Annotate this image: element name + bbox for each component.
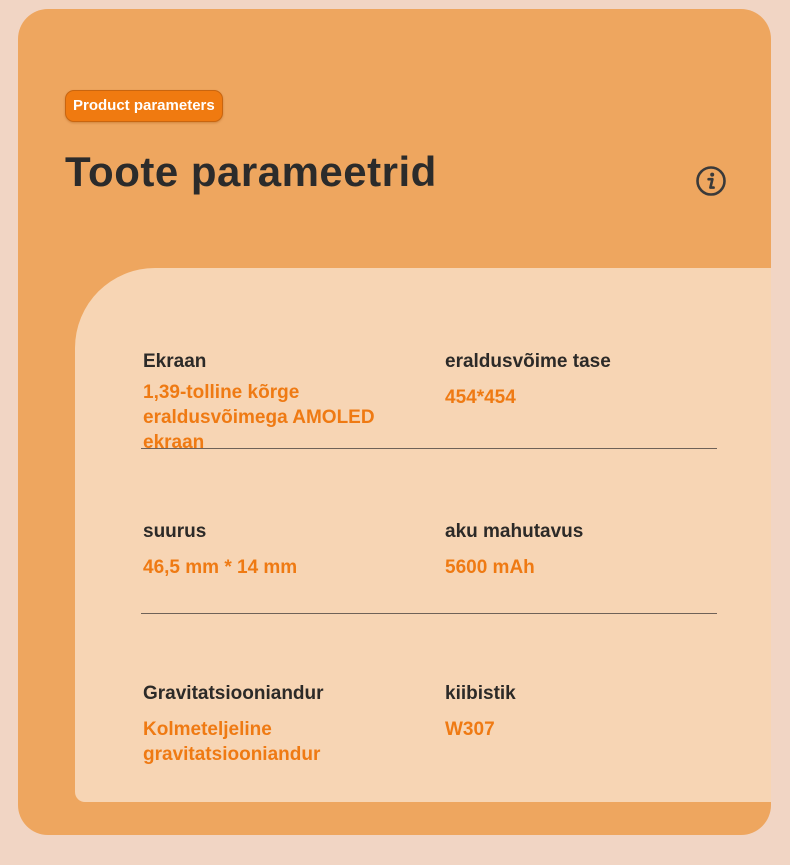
param-value: 1,39-tolline kõrge eraldusvõimega AMOLED ekraan bbox=[143, 382, 375, 453]
param-label: Ekraan bbox=[143, 351, 207, 372]
param-label: eraldusvõime tase bbox=[445, 351, 611, 372]
divider bbox=[141, 448, 717, 449]
param-chipset bbox=[445, 683, 715, 742]
page-title: Toote parameetrid bbox=[65, 148, 437, 195]
param-label: aku mahutavus bbox=[445, 521, 584, 542]
param-value: 5600 mAh bbox=[445, 557, 535, 578]
product-parameters-badge: Product parameters bbox=[65, 90, 223, 122]
param-label: suurus bbox=[143, 521, 207, 542]
param-size bbox=[143, 521, 403, 580]
param-label: kiibistik bbox=[445, 683, 516, 704]
divider bbox=[141, 613, 717, 614]
param-value: W307 bbox=[445, 719, 495, 740]
param-screen bbox=[143, 351, 403, 455]
param-gravity-sensor bbox=[143, 683, 403, 767]
info-icon[interactable] bbox=[694, 164, 728, 198]
param-battery bbox=[445, 521, 715, 580]
parameters-panel bbox=[75, 268, 771, 802]
product-parameters-card bbox=[18, 9, 771, 835]
param-label: Gravitatsiooniandur bbox=[143, 683, 324, 704]
param-resolution bbox=[445, 351, 715, 410]
param-value: 46,5 mm * 14 mm bbox=[143, 557, 298, 578]
param-value: 454*454 bbox=[445, 387, 516, 408]
param-value: Kolmeteljeline gravitatsiooniandur bbox=[143, 719, 321, 765]
